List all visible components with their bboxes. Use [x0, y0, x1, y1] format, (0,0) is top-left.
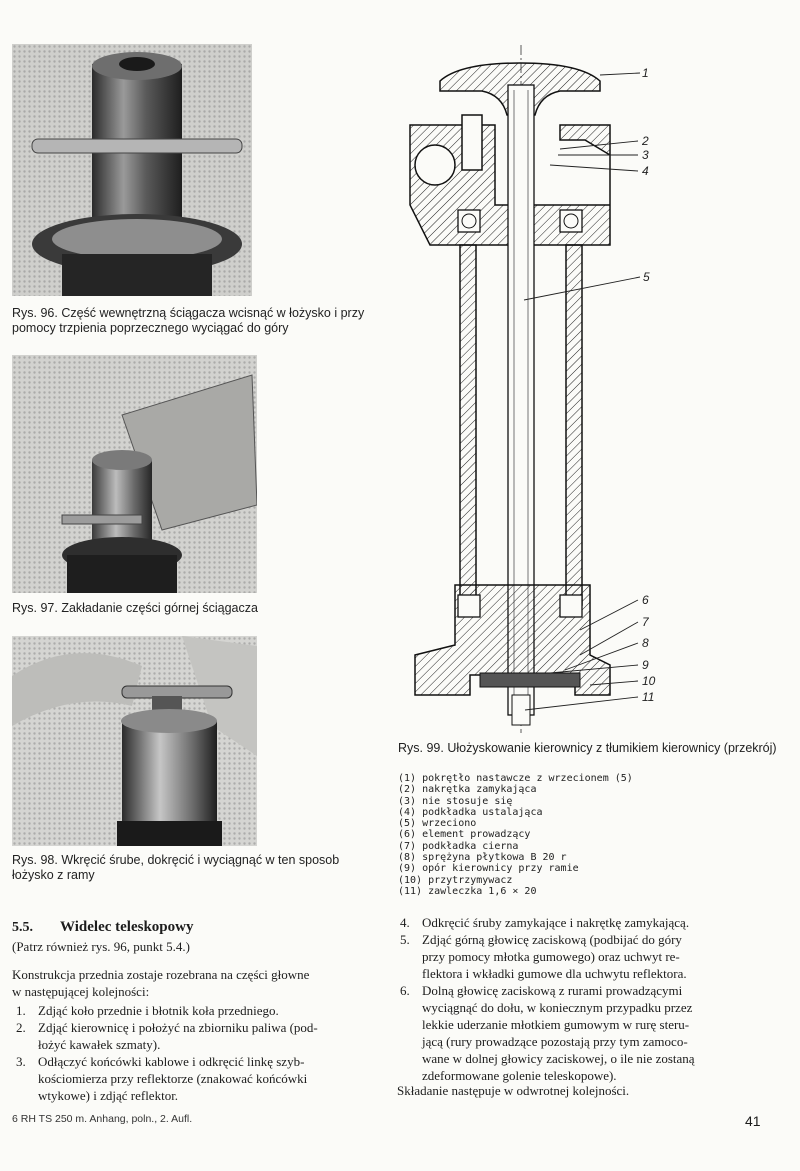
- figure-96-caption: Rys. 96. Część wewnętrzną ściągacza wcisnąć w łożysko i przy pomocy trzpienia poprzecznego wyciągać do góry: [12, 306, 365, 335]
- figure-99-label-7: 7: [642, 615, 649, 629]
- step-text: łożyć kawałek szmaty).: [38, 1037, 161, 1052]
- legend-item: (9) opór kierownicy przy ramie: [398, 863, 579, 875]
- figure-99-label-1: 1: [642, 66, 649, 80]
- section-intro: [12, 966, 382, 1000]
- step-text: Dolną głowicę zaciskową z rurami prowadzącymi: [422, 983, 683, 998]
- step-number: 2.: [16, 1020, 26, 1035]
- step-text: wtykowe) i zdjąć reflektor.: [38, 1088, 179, 1103]
- section-closing: Składanie następuje w odwrotnej kolejności.: [397, 1083, 630, 1098]
- step-number: 6.: [400, 983, 410, 998]
- step-text: Odkręcić śruby zamykające i nakrętkę zamykającą.: [422, 915, 690, 930]
- step-text: przy pomocy młotka gumowego) oraz uchwyt re-: [422, 949, 680, 964]
- figure-99-label-8: 8: [642, 636, 649, 650]
- step-text: Odłączyć końcówki kablowe i odkręcić linkę szyb-: [38, 1054, 305, 1069]
- figure-97-caption: Rys. 97. Zakładanie części górnej ściągacza: [12, 601, 258, 615]
- step-1: [16, 1002, 386, 1019]
- step-text: Zdjąć koło przednie i błotnik koła przedniego.: [38, 1003, 279, 1018]
- legend-item: (10) przytrzymywacz: [398, 874, 513, 886]
- figure-98-caption: Rys. 98. Wkręcić śrube, dokręcić i wyciągnąć w ten sposob łożysko z ramy: [12, 853, 340, 882]
- legend-item: (6) element prowadzący: [398, 829, 531, 841]
- step-text: zdeformowane golenie teleskopowe).: [422, 1068, 617, 1083]
- legend-item: (2) nakrętka zamykająca: [398, 784, 537, 796]
- page-number: 41: [745, 1113, 761, 1129]
- figure-99-label-5: 5: [643, 270, 650, 284]
- step-text: lekkie uderzanie młotkiem gumowym w rurę steru-: [422, 1017, 690, 1032]
- legend-item: (3) nie stosuje się: [398, 795, 513, 807]
- step-number: 5.: [400, 932, 410, 947]
- figure-99-caption: Rys. 99. Ułożyskowanie kierownicy z tłumikiem kierownicy (przekrój): [398, 741, 777, 755]
- step-2: [16, 1019, 386, 1053]
- legend-item: (8) sprężyna płytkowa B 20 r: [398, 852, 567, 864]
- step-text: Zdjąć kierownicę i położyć na zbiorniku paliwa (pod-: [38, 1020, 318, 1035]
- intro-line: Konstrukcja przednia zostaje rozebrana na części głowne: [12, 967, 310, 982]
- figure-96-photo: [12, 44, 252, 296]
- step-number: 3.: [16, 1054, 26, 1069]
- step-text: Zdjąć górną głowicę zaciskową (podbijać do góry: [422, 932, 682, 947]
- step-6: [400, 982, 780, 1084]
- legend-item: (4) podkładka ustalająca: [398, 806, 543, 818]
- intro-line: w następującej kolejności:: [12, 984, 150, 999]
- step-number: 4.: [400, 915, 410, 930]
- legend-item: (5) wrzeciono: [398, 818, 477, 830]
- step-text: kościomierza przy reflektorze (znakować końcówki: [38, 1071, 308, 1086]
- figure-98-photo: [12, 636, 257, 846]
- section-note: (Patrz również rys. 96, punkt 5.4.): [12, 939, 190, 954]
- step-text: flektora i wkładki gumowe dla uchwytu reflektora.: [422, 966, 687, 981]
- step-number: 1.: [16, 1003, 26, 1018]
- legend-item: (11) zawleczka 1,6 × 20: [398, 885, 537, 897]
- step-text: jącą (rury prowadzące pozostają przy tym zamoco-: [422, 1034, 688, 1049]
- figure-99-label-10: 10: [642, 674, 656, 688]
- step-text: wane w dolnej głowicy zaciskowej, o ile nie zostaną: [422, 1051, 695, 1066]
- figure-99-label-2: 2: [642, 134, 649, 148]
- figure-99-label-4: 4: [642, 164, 649, 178]
- footer-source: 6 RH TS 250 m. Anhang, poln., 2. Aufl.: [12, 1113, 193, 1125]
- figure-99-label-9: 9: [642, 658, 649, 672]
- legend-item: (7) podkładka cierna: [398, 840, 519, 852]
- figure-99-drawing: [400, 45, 700, 735]
- figure-99-legend: [398, 773, 633, 897]
- section-number: 5.5.: [12, 920, 33, 935]
- step-text: wyciągnąć do dołu, w koniecznym przypadku przez: [422, 1000, 693, 1015]
- section-title: Widelec teleskopowy: [60, 919, 194, 935]
- step-4: [400, 914, 780, 931]
- step-3: [16, 1053, 386, 1104]
- figure-97-photo: [12, 355, 257, 593]
- figure-99-label-6: 6: [642, 593, 649, 607]
- figure-99-label-3: 3: [642, 148, 649, 162]
- step-5: [400, 931, 780, 982]
- figure-99-label-11: 11: [642, 690, 655, 704]
- legend-item: (1) pokrętło nastawcze z wrzecionem (5): [398, 773, 633, 784]
